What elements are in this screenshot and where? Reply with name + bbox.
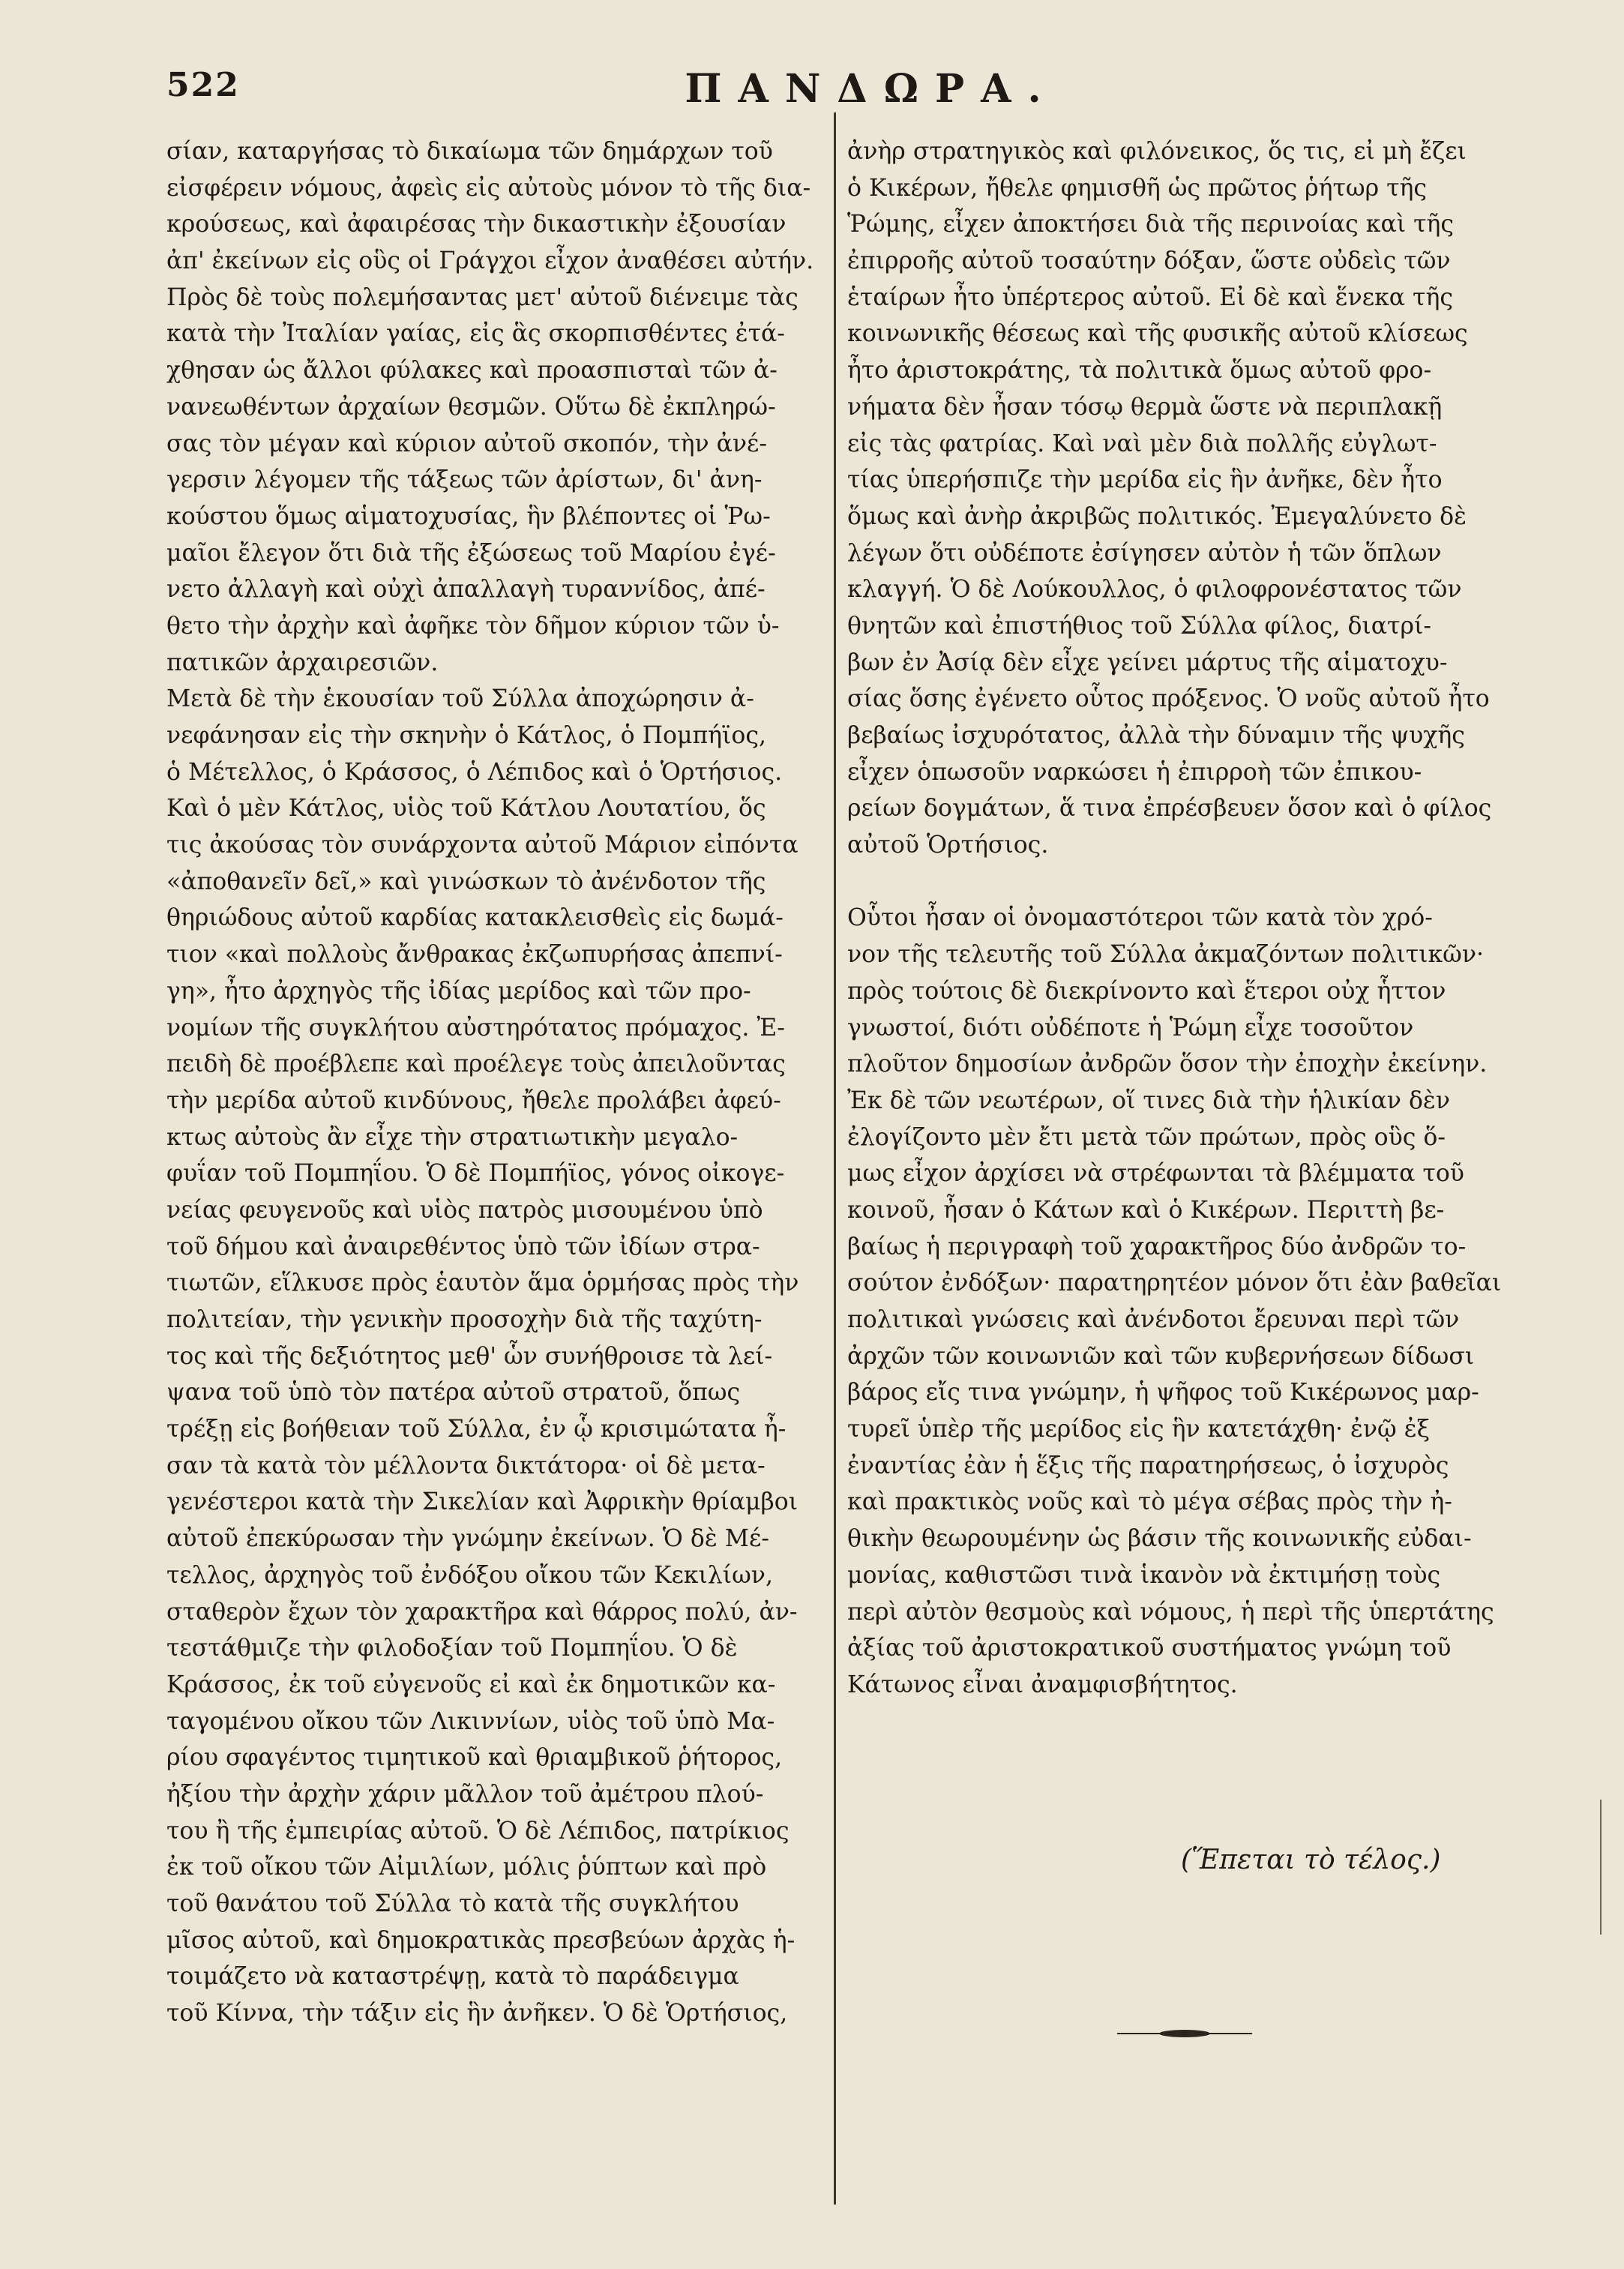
text-line: βαίως ἡ περιγραφὴ τοῦ χαρακτῆρος δύο ἀνδρῶν το- [847, 1233, 1467, 1260]
text-line: τεστάθμιζε τὴν φιλοδοξίαν τοῦ Πομπηΐου. Ὁ δὲ [166, 1635, 738, 1662]
page-header [166, 66, 1546, 126]
text-line: τιον «καὶ πολλοὺς ἄνθρακας ἐκζωπυρήσας ἀπεπνί- [166, 941, 783, 969]
text-line: νομίων τῆς συγκλήτου αὐστηρότατος πρόμαχος. Ἐ- [166, 1014, 785, 1042]
text-line: πολιτείαν, τὴν γενικὴν προσοχὴν διὰ τῆς ταχύτη- [166, 1306, 763, 1333]
text-line: νεφάνησαν εἰς τὴν σκηνὴν ὁ Κάτλος, ὁ Πομπήϊος, [166, 722, 767, 749]
text-line: τοῦ θανάτου τοῦ Σύλλα τὸ κατὰ τῆς συγκλήτου [166, 1890, 739, 1917]
text-line: ρείων δογμάτων, ἅ τινα ἐπρέσβευεν ὅσον καὶ ὁ φίλος [847, 795, 1492, 823]
text-line: σας τὸν μέγαν καὶ κύριον αὐτοῦ σκοπόν, τὴν ἀνέ- [166, 430, 768, 457]
text-line: κατὰ τὴν Ἰταλίαν γαίας, εἰς ἃς σκορπισθέντες ἐτά- [166, 320, 785, 348]
text-line: ἐλογίζοντο μὲν ἔτι μετὰ τῶν πρώτων, πρὸς οὓς ὅ- [847, 1123, 1446, 1151]
text-line: πρὸς τούτοις δὲ διεκρίνοντο καὶ ἕτεροι οὐχ ἧττον [847, 977, 1446, 1005]
text-line: γη», ἦτο ἀρχηγὸς τῆς ἰδίας μερίδος καὶ τῶν προ- [166, 977, 751, 1005]
text-line: εἰσφέρειν νόμους, ἀφεὶς εἰς αὐτοὺς μόνον τὸ τῆς δια- [166, 174, 811, 202]
text-line: Πρὸς δὲ τοὺς πολεμήσαντας μετ' αὐτοῦ διένειμε τὰς [166, 283, 799, 311]
text-line: καὶ πρακτικὸς νοῦς καὶ τὸ μέγα σέβας πρὸς τὴν ἠ- [847, 1488, 1452, 1516]
text-line: ἑταίρων ἦτο ὑπέρτερος αὐτοῦ. Εἰ δὲ καὶ ἕνεκα τῆς [847, 283, 1454, 311]
text-line: κτως αὐτοὺς ἂν εἶχε τὴν στρατιωτικὴν μεγαλο- [166, 1123, 739, 1151]
text-line: χθησαν ὡς ἄλλοι φύλακες καὶ προασπισταὶ τῶν ἀ- [166, 357, 778, 385]
text-line: γενέστεροι κατὰ τὴν Σικελίαν καὶ Ἀφρικὴν θρίαμβοι [166, 1488, 799, 1516]
text-line: ἀπ' ἐκείνων εἰς οὓς οἱ Γράγχοι εἶχον ἀναθέσει αὐτήν. [166, 247, 814, 275]
text-line: τυρεῖ ὑπὲρ τῆς μερίδος εἰς ἣν κατετάχθη· ἐνῷ ἐξ [847, 1416, 1430, 1443]
text-line: Μετὰ δὲ τὴν ἑκουσίαν τοῦ Σύλλα ἀποχώρησιν ἀ- [166, 685, 754, 713]
text-line: Κάτωνος εἶναι ἀναμφισβήτητος. [847, 1671, 1238, 1698]
text-line: λέγων ὅτι οὐδέποτε ἐσίγησεν αὐτὸν ἡ τῶν ὅπλων [847, 539, 1442, 567]
text-line: βων ἐν Ἀσίᾳ δὲν εἶχε γείνει μάρτυς τῆς αἱματοχυ- [847, 649, 1448, 676]
text-line: τιωτῶν, εἵλκυσε πρὸς ἑαυτὸν ἅμα ὁρμήσας πρὸς τὴν [166, 1269, 799, 1297]
text-line: ἀνὴρ στρατηγικὸς καὶ φιλόνεικος, ὅς τις, εἰ μὴ ἔζει [847, 138, 1467, 165]
continuation-note: (Ἕπεται τὸ τέλος.) [1181, 1845, 1441, 1875]
text-line: μονίας, καθιστῶσι τινὰ ἱκανὸν νὰ ἐκτιμήσῃ τοὺς [847, 1561, 1441, 1589]
text-line: σούτον ἐνδόξων· παρατηρητέον μόνον ὅτι ἐὰν βαθεῖαι [847, 1269, 1502, 1297]
text-line: σαν τὰ κατὰ τὸν μέλλοντα δικτάτορα· οἱ δὲ μετα- [166, 1452, 766, 1479]
text-line: ἦτο ἀριστοκράτης, τὰ πολιτικὰ ὅμως αὐτοῦ φρο- [847, 357, 1432, 385]
right-column [847, 133, 1507, 1704]
text-line: «ἀποθανεῖν δεῖ,» καὶ γινώσκων τὸ ἀνένδοτον τῆς [166, 868, 766, 895]
text-line: τίας ὑπερήσπιζε τὴν μερίδα εἰς ἣν ἀνῆκε, δὲν ἦτο [847, 466, 1443, 494]
text-line: νανεωθέντων ἀρχαίων θεσμῶν. Οὕτω δὲ ἐκπληρώ- [166, 393, 776, 421]
text-line: φυΐαν τοῦ Πομπηΐου. Ὁ δὲ Πομπήϊος, γόνος οἰκογε- [166, 1160, 785, 1188]
text-line: τρέξῃ εἰς βοήθειαν τοῦ Σύλλα, ἐν ᾧ κρισιμώτατα ἦ- [166, 1416, 787, 1443]
text-line: κούστου ὅμως αἱματοχυσίας, ἣν βλέποντες οἱ Ῥω- [166, 502, 771, 530]
text-line: πειδὴ δὲ προέβλεπε καὶ προέλεγε τοὺς ἀπειλοῦντας [166, 1051, 786, 1078]
text-line: Ῥώμης, εἶχεν ἀποκτήσει διὰ τῆς περινοίας καὶ τῆς [847, 211, 1455, 238]
text-line: τοῦ Κίννα, τὴν τάξιν εἰς ἣν ἀνῆκεν. Ὁ δὲ Ὁρτήσιος, [166, 2000, 788, 2028]
text-line: νήματα δὲν ἦσαν τόσῳ θερμὰ ὥστε νὰ περιπλακῇ [847, 393, 1443, 421]
text-line: θνητῶν καὶ ἐπιστήθιος τοῦ Σύλλα φίλος, διατρί- [847, 612, 1431, 640]
text-line: ἠξίου τὴν ἀρχὴν χάριν μᾶλλον τοῦ ἀμέτρου πλού- [166, 1780, 764, 1808]
text-line: γερσιν λέγομεν τῆς τάξεως τῶν ἀρίστων, δι' ἀνη- [166, 466, 763, 494]
text-line: σίαν, καταργήσας τὸ δικαίωμα τῶν δημάρχων τοῦ [166, 138, 773, 165]
text-line: πλοῦτον δημοσίων ἀνδρῶν ὅσον τὴν ἐποχὴν ἐκείνην. [847, 1051, 1488, 1078]
text-line: θετο τὴν ἀρχὴν καὶ ἀφῆκε τὸν δῆμον κύριον τῶν ὑ- [166, 612, 780, 640]
text-line: τοιμάζετο νὰ καταστρέψῃ, κατὰ τὸ παράδειγμα [166, 1963, 739, 1991]
text-line: τὴν μερίδα αὐτοῦ κινδύνους, ἤθελε προλάβει ἀφεύ- [166, 1087, 781, 1114]
text-line: τος καὶ τῆς δεξιότητος μεθ' ὧν συνήθροισε τὰ λεί- [166, 1342, 773, 1370]
text-line: πατικῶν ἀρχαιρεσιῶν. [166, 649, 439, 676]
text-line: ταγομένου οἴκου τῶν Λικιννίων, υἱὸς τοῦ ὑπὸ Μα- [166, 1707, 775, 1735]
text-line: του ἢ τῆς ἐμπειρίας αὐτοῦ. Ὁ δὲ Λέπιδος, πατρίκιος [166, 1817, 790, 1845]
text-line: νον τῆς τελευτῆς τοῦ Σύλλα ἀκμαζόντων πολιτικῶν· [847, 941, 1485, 969]
end-ornament-icon [1117, 2025, 1252, 2043]
text-line: μως εἶχον ἀρχίσει νὰ στρέφωνται τὰ βλέμματα τοῦ [847, 1160, 1464, 1188]
text-line: ἐκ τοῦ οἴκου τῶν Αἰμιλίων, μόλις ῥύπτων καὶ πρὸ [166, 1854, 767, 1881]
text-line: αὐτοῦ Ὁρτήσιος. [847, 832, 1049, 859]
text-line: Ἐκ δὲ τῶν νεωτέρων, οἵ τινες διὰ τὴν ἡλικίαν δὲν [847, 1087, 1450, 1114]
text-line: Καὶ ὁ μὲν Κάτλος, υἱὸς τοῦ Κάτλου Λουτατίου, ὅς [166, 795, 766, 823]
text-line: κοινωνικῆς θέσεως καὶ τῆς φυσικῆς αὐτοῦ κλίσεως [847, 320, 1468, 348]
text-line: σταθερὸν ἔχων τὸν χαρακτῆρα καὶ θάρρος πολύ, ἀν- [166, 1598, 798, 1626]
text-line: βάρος εἴς τινα γνώμην, ἡ ψῆφος τοῦ Κικέρωνος μαρ- [847, 1379, 1479, 1407]
text-line: γνωστοί, διότι οὐδέποτε ἡ Ῥώμη εἶχε τοσοῦτον [847, 1014, 1414, 1042]
left-column [166, 133, 826, 2032]
text-line: περὶ αὐτὸν θεσμοὺς καὶ νόμους, ἡ περὶ τῆς ὑπερτάτης [847, 1598, 1494, 1626]
text-line: τοῦ δήμου καὶ ἀναιρεθέντος ὑπὸ τῶν ἰδίων στρα- [166, 1233, 760, 1260]
text-line: ψανα τοῦ ὑπὸ τὸν πατέρα αὐτοῦ στρατοῦ, ὅπως [166, 1379, 741, 1407]
column-divider [834, 112, 836, 2205]
running-title: ΠΑΝΔΩΡΑ. [685, 66, 1058, 112]
text-line: εἰς τὰς φατρίας. Καὶ ναὶ μὲν διὰ πολλῆς εὐγλωτ- [847, 430, 1437, 457]
text-line: ἐπιρροῆς αὐτοῦ τοσαύτην δόξαν, ὥστε οὐδεὶς τῶν [847, 247, 1451, 275]
text-line: ὅμως καὶ ἀνὴρ ἀκριβῶς πολιτικός. Ἐμεγαλύνετο δὲ [847, 502, 1467, 530]
text-line: θηριώδους αὐτοῦ καρδίας κατακλεισθεὶς εἰς δωμά- [166, 904, 784, 932]
text-line: θικὴν θεωρουμένην ὡς βάσιν τῆς κοινωνικῆς εὐδαι- [847, 1525, 1472, 1553]
text-line: αὐτοῦ ἐπεκύρωσαν τὴν γνώμην ἐκείνων. Ὁ δὲ Μέ- [166, 1525, 769, 1553]
text-line: ἀξίας τοῦ ἀριστοκρατικοῦ συστήματος γνώμη τοῦ [847, 1635, 1452, 1662]
text-line: ἀρχῶν τῶν κοινωνιῶν καὶ τῶν κυβερνήσεων δίδωσι [847, 1342, 1475, 1370]
text-line: μῖσος αὐτοῦ, καὶ δημοκρατικὰς πρεσβεύων ἀρχὰς ἡ- [166, 1926, 796, 1954]
text-line: τις ἀκούσας τὸν συνάρχοντα αὐτοῦ Μάριον εἰπόντα [166, 832, 799, 859]
page-edge-mark [1600, 1800, 1602, 1935]
text-line [847, 864, 1507, 901]
text-line: Κράσσος, ἐκ τοῦ εὐγενοῦς εἰ καὶ ἐκ δημοτικῶν κα- [166, 1671, 776, 1698]
text-line: τελλος, ἀρχηγὸς τοῦ ἐνδόξου οἴκου τῶν Κεκιλίων, [166, 1561, 773, 1589]
text-line: σίας ὅσης ἐγένετο οὗτος πρόξενος. Ὁ νοῦς αὐτοῦ ἦτο [847, 685, 1490, 713]
text-line: βεβαίως ἰσχυρότατος, ἀλλὰ τὴν δύναμιν τῆς ψυχῆς [847, 722, 1465, 749]
text-line: ἐναντίας ἐὰν ἡ ἕξις τῆς παρατηρήσεως, ὁ ἰσχυρὸς [847, 1452, 1449, 1479]
text-line: ὁ Κικέρων, ἤθελε φημισθῆ ὡς πρῶτος ῥήτωρ τῆς [847, 174, 1428, 202]
text-line: πολιτικαὶ γνώσεις καὶ ἀνένδοτοι ἔρευναι περὶ τῶν [847, 1306, 1460, 1333]
text-line: ρίου σφαγέντος τιμητικοῦ καὶ θριαμβικοῦ ῥήτορος, [166, 1744, 783, 1772]
page-number: 522 [166, 66, 240, 104]
text-line: κλαγγή. Ὁ δὲ Λούκουλλος, ὁ φιλοφρονέστατος τῶν [847, 576, 1462, 604]
text-line: κρούσεως, καὶ ἀφαιρέσας τὴν δικαστικὴν ἐξουσίαν [166, 211, 787, 238]
text-line: κοινοῦ, ἦσαν ὁ Κάτων καὶ ὁ Κικέρων. Περιττὴ βε- [847, 1196, 1445, 1224]
text-line: εἶχεν ὁπωσοῦν ναρκώσει ἡ ἐπιρροὴ τῶν ἐπικου- [847, 758, 1422, 786]
text-line: Οὗτοι ἦσαν οἱ ὀνομαστότεροι τῶν κατὰ τὸν χρό- [847, 904, 1433, 932]
text-line: νείας φευγενοῦς καὶ υἱὸς πατρὸς μισουμένου ὑπὸ [166, 1196, 763, 1224]
text-line: ὁ Μέτελλος, ὁ Κράσσος, ὁ Λέπιδος καὶ ὁ Ὁρτήσιος. [166, 758, 783, 786]
text-line: μαῖοι ἔλεγον ὅτι διὰ τῆς ἐξώσεως τοῦ Μαρίου ἐγέ- [166, 539, 776, 567]
text-line: νετο ἀλλαγὴ καὶ οὐχὶ ἀπαλλαγὴ τυραννίδος, ἀπέ- [166, 576, 766, 604]
